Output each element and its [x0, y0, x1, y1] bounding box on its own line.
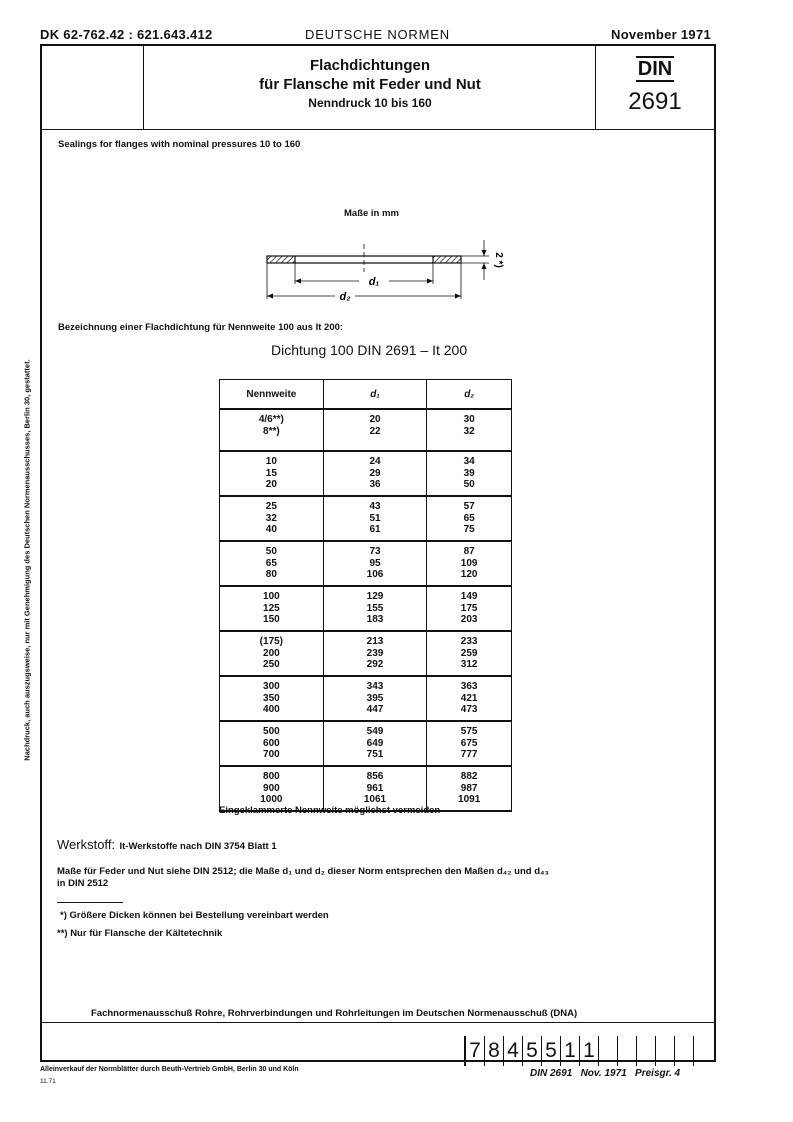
- cell-d1: 43 51 61: [323, 496, 427, 541]
- masse-note-line-1: Maße für Feder und Nut siehe DIN 2512; die Maße d₁ und d₂ dieser Norm entsprechen den Maßen d₄₂ und d₄₃: [57, 866, 549, 877]
- cell-d1: 24 29 36: [323, 451, 427, 496]
- designation-example: Dichtung 100 DIN 2691 – It 200: [271, 342, 468, 358]
- gasket-drawing: [255, 232, 515, 304]
- code-empty: [598, 1036, 617, 1066]
- cell-nennweite: 10 15 20: [220, 451, 324, 496]
- dimensions-table: [219, 379, 512, 812]
- d2-label: d₂: [339, 291, 351, 303]
- thickness-label: 2 *): [493, 252, 504, 268]
- footer-divider: [42, 1022, 714, 1023]
- cell-d2: 233 259 312: [427, 631, 512, 676]
- cell-d1: 343 395 447: [323, 676, 427, 721]
- cell-d2: 575 675 777: [427, 721, 512, 766]
- code-boxes: [464, 1036, 716, 1066]
- werkstoff-label: Werkstoff:: [57, 837, 116, 852]
- english-title: Sealings for flanges with nominal pressures 10 to 160: [58, 139, 301, 150]
- side-note-text: Nachdruck, auch auszugsweise, nur mit Genehmigung des Deutschen Normenausschusses, Berlin 30, gestattet.: [22, 359, 32, 761]
- table-footnote: Eingeklammerte Nennweite möglichst vermeiden: [219, 805, 441, 816]
- code-empty: [693, 1036, 712, 1066]
- gasket-section-right: [433, 256, 461, 263]
- code-digit: 5: [541, 1036, 560, 1066]
- cell-d2: 30 32: [427, 409, 512, 451]
- issue-date: November 1971: [611, 27, 712, 42]
- title-left-divider: [143, 46, 144, 129]
- cell-d1: 856 961 1061: [323, 766, 427, 811]
- deutsche-normen-label: DEUTSCHE NORMEN: [305, 27, 450, 42]
- code-empty: [674, 1036, 693, 1066]
- cell-d1: 20 22: [323, 409, 427, 451]
- cell-d2: 882 987 1091: [427, 766, 512, 811]
- werkstoff-text: It-Werkstoffe nach DIN 3754 Blatt 1: [119, 841, 277, 852]
- vertrieb-note: Alleinverkauf der Normblätter durch Beuth-Vertrieb GmbH, Berlin 30 und Köln: [40, 1066, 299, 1073]
- cell-d2: 34 39 50: [427, 451, 512, 496]
- table-group-row: [220, 676, 512, 721]
- footnote-2: **) Nur für Flansche der Kältetechnik: [57, 928, 223, 939]
- code-digit: 8: [484, 1036, 503, 1066]
- header-divider: [42, 129, 714, 130]
- table-group-row: [220, 631, 512, 676]
- code-digit: 4: [503, 1036, 522, 1066]
- gasket-section-left: [267, 256, 295, 263]
- header-nennweite: Nennweite: [220, 380, 324, 410]
- masse-note-line-2: in DIN 2512: [57, 878, 109, 889]
- bottom-reference: DIN 2691 Nov. 1971 Preisgr. 4: [530, 1068, 681, 1079]
- cell-d1: 213 239 292: [323, 631, 427, 676]
- table-group-row: [220, 451, 512, 496]
- table-group-row: [220, 541, 512, 586]
- cell-nennweite: 50 65 80: [220, 541, 324, 586]
- committee: Fachnormenausschuß Rohre, Rohrverbindungen und Rohrleitungen im Deutschen Normenausschuß (DNA): [91, 1008, 578, 1019]
- cell-d2: 363 421 473: [427, 676, 512, 721]
- cell-d1: 549 649 751: [323, 721, 427, 766]
- table-group-row: [220, 721, 512, 766]
- cell-d1: 73 95 106: [323, 541, 427, 586]
- header-d1: d₁: [323, 380, 427, 410]
- cell-nennweite: 4/6**) 8**): [220, 409, 324, 451]
- din-word: DIN: [637, 58, 673, 80]
- cell-nennweite: 100 125 150: [220, 586, 324, 631]
- code-digit: 5: [522, 1036, 541, 1066]
- cell-d1: 129 155 183: [323, 586, 427, 631]
- cell-nennweite: 500 600 700: [220, 721, 324, 766]
- code-empty: [617, 1036, 636, 1066]
- header-d2: d₂: [427, 380, 512, 410]
- drawing-caption: Maße in mm: [344, 208, 399, 219]
- cell-d2: 57 65 75: [427, 496, 512, 541]
- footnote-rule: [57, 902, 123, 903]
- cell-nennweite: 300 350 400: [220, 676, 324, 721]
- title-line-2: für Flansche mit Feder und Nut: [259, 76, 481, 93]
- dk-number: DK 62-762.42 : 621.643.412: [40, 27, 213, 42]
- cell-d2: 87 109 120: [427, 541, 512, 586]
- title-line-3: Nenndruck 10 bis 160: [308, 96, 432, 110]
- din-box: [595, 56, 715, 116]
- code-digit: 1: [560, 1036, 579, 1066]
- cell-d2: 149 175 203: [427, 586, 512, 631]
- side-note: [20, 320, 34, 800]
- title-line-1: Flachdichtungen: [310, 57, 430, 74]
- table-group-row: [220, 409, 512, 451]
- code-empty: [636, 1036, 655, 1066]
- code-digit: 1: [579, 1036, 598, 1066]
- cell-nennweite: (175) 200 250: [220, 631, 324, 676]
- werkstoff-line: [57, 836, 277, 854]
- print-code: 11.71: [40, 1078, 56, 1085]
- din-number: 2691: [628, 88, 682, 115]
- cell-nennweite: 25 32 40: [220, 496, 324, 541]
- designation-intro: Bezeichnung einer Flachdichtung für Nennweite 100 aus It 200:: [58, 322, 344, 333]
- cell-nennweite: 800 900 1000: [220, 766, 324, 811]
- code-empty: [655, 1036, 674, 1066]
- footnote-1: *) Größere Dicken können bei Bestellung vereinbart werden: [60, 910, 329, 921]
- code-digit: 7: [465, 1036, 484, 1066]
- title-block: [145, 56, 595, 113]
- table-group-row: [220, 586, 512, 631]
- d1-label: d₁: [368, 276, 380, 288]
- table-group-row: [220, 496, 512, 541]
